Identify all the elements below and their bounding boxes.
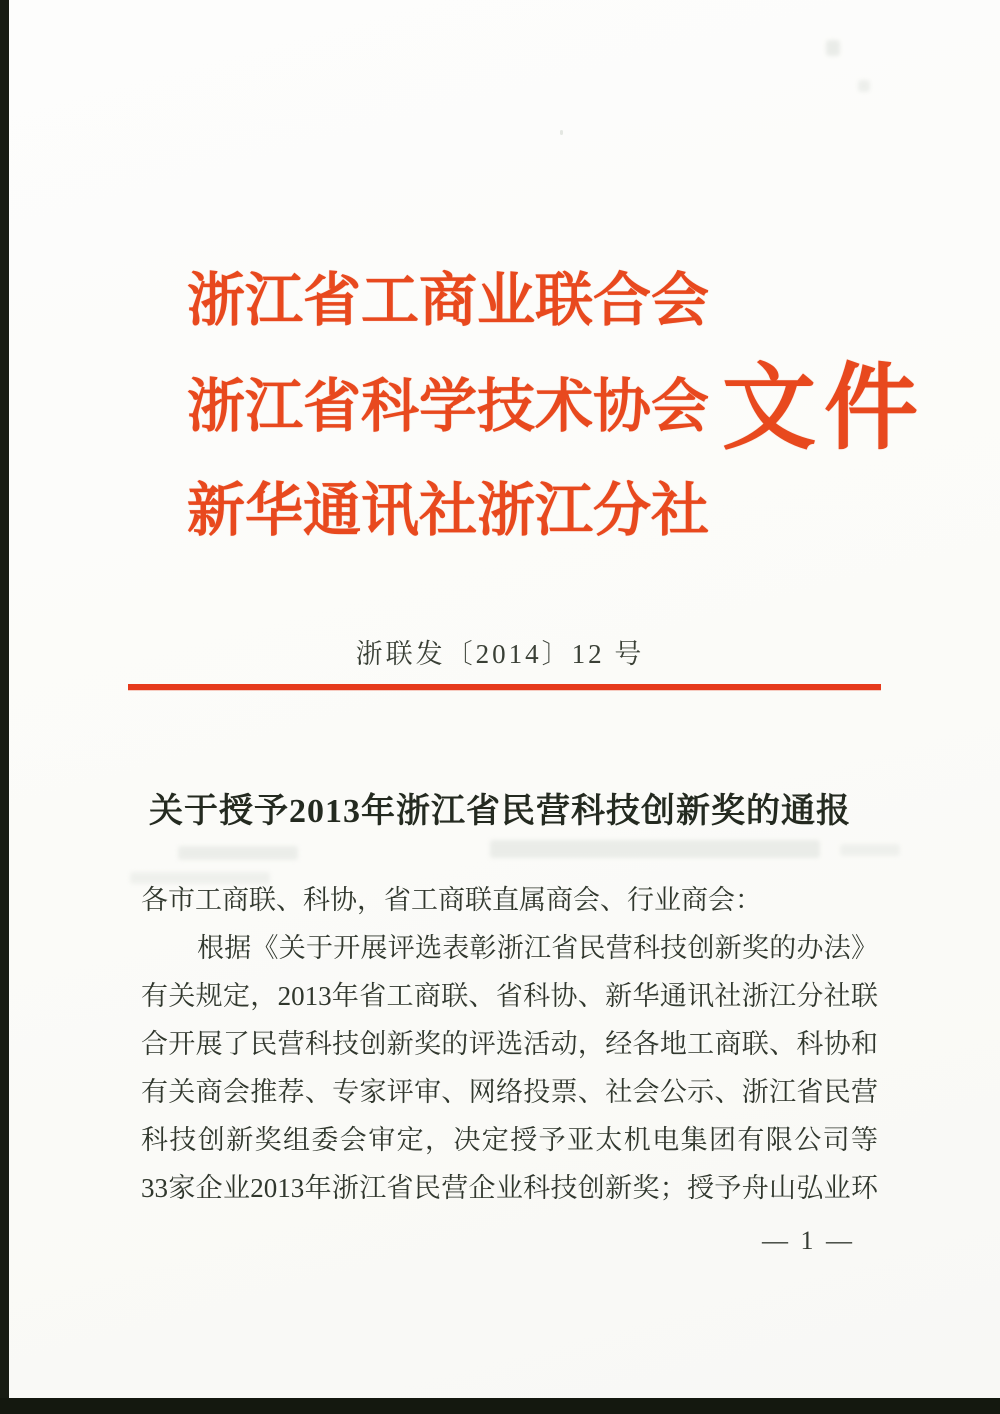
smudge bbox=[490, 840, 820, 858]
smudge bbox=[178, 846, 298, 860]
scan-speck bbox=[826, 40, 840, 56]
scan-speck bbox=[858, 80, 870, 92]
body-line-3: 合开展了民营科技创新奖的评选活动，经各地工商联、科协和 bbox=[141, 1029, 878, 1059]
org-name-line-1: 浙江省工商业联合会 bbox=[187, 268, 710, 333]
salutation-line: 各市工商联、科协，省工商联直属商会、行业商会： bbox=[141, 885, 762, 915]
page-number: — 1 — bbox=[762, 1226, 855, 1255]
scan-speck bbox=[560, 130, 563, 135]
document-word: 文件 bbox=[722, 357, 927, 461]
document-number: 浙联发〔2014〕12 号 bbox=[355, 639, 645, 669]
body-line-1: 根据《关于开展评选表彰浙江省民营科技创新奖的办法》 bbox=[197, 933, 878, 963]
scan-edge-left bbox=[0, 0, 9, 1414]
scan-edge-bottom bbox=[0, 1398, 1000, 1414]
org-name-line-3: 新华通讯社浙江分社 bbox=[187, 478, 710, 543]
smudge bbox=[840, 844, 900, 856]
red-divider-line bbox=[128, 684, 881, 690]
org-name-line-2: 浙江省科学技术协会 bbox=[187, 374, 710, 439]
document-title: 关于授予2013年浙江省民营科技创新奖的通报 bbox=[149, 793, 851, 830]
document-body bbox=[141, 876, 878, 1212]
body-line-4: 有关商会推荐、专家评审、网络投票、社会公示、浙江省民营 bbox=[141, 1077, 878, 1107]
body-line-6: 33家企业2013年浙江省民营企业科技创新奖；授予舟山弘业环 bbox=[141, 1173, 878, 1203]
body-line-2: 有关规定，2013年省工商联、省科协、新华通讯社浙江分社联 bbox=[141, 981, 878, 1011]
body-line-5: 科技创新奖组委会审定，决定授予亚太机电集团有限公司等 bbox=[141, 1125, 878, 1155]
